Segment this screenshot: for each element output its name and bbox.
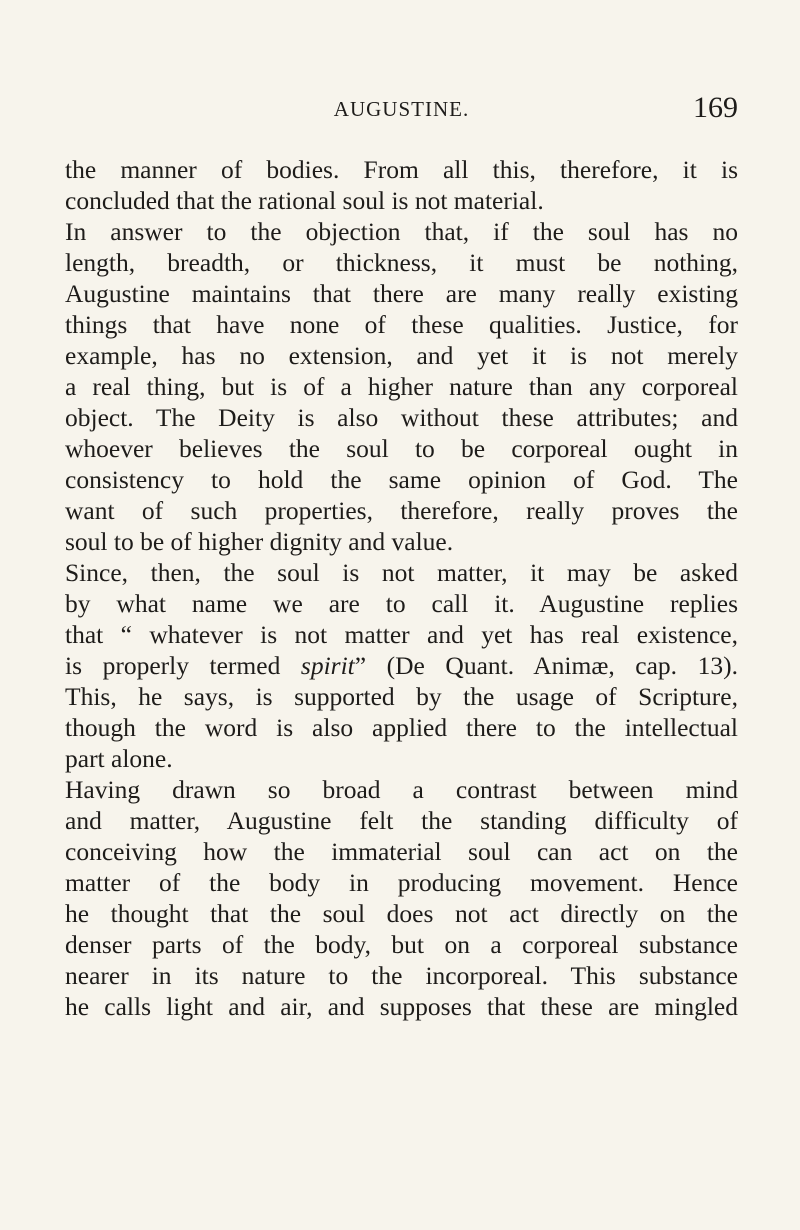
- text-line: Augustine maintains that there are many really existing: [65, 279, 738, 308]
- text-line: part alone.: [65, 744, 173, 773]
- text-line: conceiving how the immaterial soul can act on the: [65, 837, 738, 866]
- text-line: want of such properties, therefore, really proves the: [65, 496, 738, 525]
- text-line: denser parts of the body, but on a corporeal substance: [65, 930, 738, 959]
- text-line: he thought that the soul does not act directly on the: [65, 899, 738, 928]
- running-head: [65, 93, 738, 127]
- text-line: whoever believes the soul to be corporeal ought in: [65, 434, 738, 463]
- page-number: 169: [693, 91, 738, 124]
- line-text-before: is properly termed: [65, 651, 301, 680]
- text-line: matter of the body in producing movement. Hence: [65, 868, 738, 897]
- text-line: object. The Deity is also without these attributes; and: [65, 403, 738, 432]
- text-line: soul to be of higher dignity and value.: [65, 527, 454, 556]
- text-line: though the word is also applied there to the intellectual: [65, 713, 738, 742]
- text-line: example, has no extension, and yet it is not merely: [65, 341, 738, 370]
- body-text: [65, 154, 738, 1022]
- text-line: nearer in its nature to the incorporeal. This substance: [65, 961, 738, 990]
- running-title: AUGUSTINE.: [333, 97, 470, 121]
- text-line: In answer to the objection that, if the soul has no: [65, 217, 738, 246]
- italic-term-spirit: spirit: [300, 651, 355, 680]
- text-line: a real thing, but is of a higher nature than any corporeal: [65, 372, 738, 401]
- text-line-with-italic: [65, 650, 738, 681]
- text-line: Since, then, the soul is not matter, it may be asked: [65, 558, 738, 587]
- text-line: This, he says, is supported by the usage of Scripture,: [65, 682, 738, 711]
- text-line: and matter, Augustine felt the standing difficulty of: [65, 806, 738, 835]
- text-line: consistency to hold the same opinion of God. The: [65, 465, 738, 494]
- text-line: things that have none of these qualities. Justice, for: [65, 310, 738, 339]
- text-line: by what name we are to call it. Augustine replies: [65, 589, 738, 618]
- text-line: length, breadth, or thickness, it must be nothing,: [65, 248, 738, 277]
- text-line: he calls light and air, and supposes that these are mingled: [65, 992, 738, 1021]
- text-line: Having drawn so broad a contrast between mind: [65, 775, 738, 804]
- text-line: concluded that the rational soul is not material.: [65, 186, 544, 215]
- text-line: the manner of bodies. From all this, therefore, it is: [65, 155, 738, 184]
- text-line: that “ whatever is not matter and yet has real existence,: [65, 620, 738, 649]
- line-text-after: ” (De Quant. Animæ, cap. 13).: [354, 651, 738, 680]
